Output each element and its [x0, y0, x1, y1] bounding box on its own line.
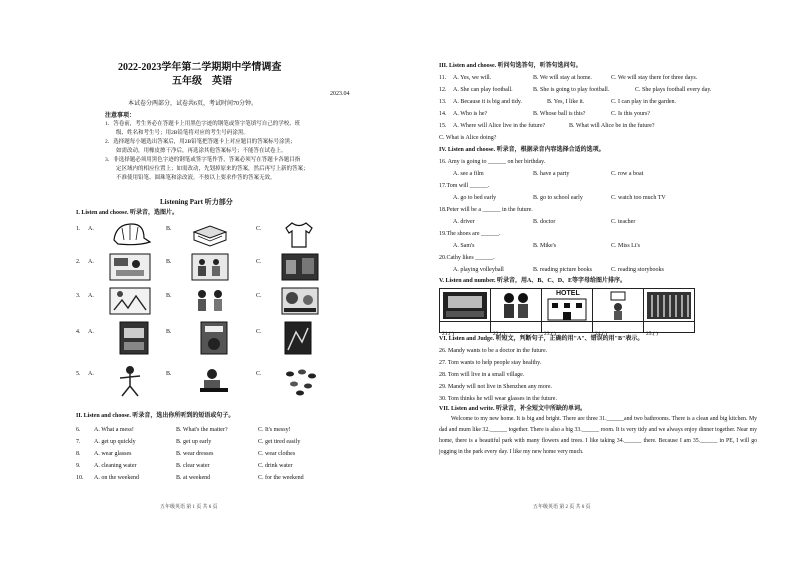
option-label: A. — [88, 259, 94, 265]
answer-cell — [541, 321, 593, 337]
family-scene-icon — [190, 252, 230, 282]
exam-date: 2023.04 — [330, 91, 350, 97]
option-b: B. Whose ball is this? — [533, 111, 586, 117]
option-c: C. wear clothes — [258, 451, 296, 457]
note-line: 如需改动，用橡皮擦干净后，再选涂其他答案标号；不能答在试卷上。 — [116, 148, 287, 154]
option-b: B. What will Alice be in the future? — [569, 123, 655, 129]
cloze-passage: Welcome to my new home. It is big and bright. There are three 31.______and two bathrooms. There is a clean and big kitchen. My dad and mum like 32.______ together. There is also a big 33.______ room. It is very tidy and we always enjoy dinner together. Near my home, there is a beautiful park with many flowers and trees. I like taking 34.______ there. Because I am 35.______ in PE, I will go jogging in the park every day. I like my new home very much. — [439, 416, 757, 455]
question-number: 8. — [76, 451, 81, 457]
option-label: C. — [256, 259, 262, 265]
folded-clothes-icon — [190, 222, 230, 250]
option-c: C. drink water — [258, 463, 293, 469]
note-line: 不准使用铅笔、圆珠笔和涂改液。不按以上要求作答的答案无效。 — [116, 175, 276, 181]
messy-room-icon — [108, 286, 152, 316]
option-c: C. Is this yours? — [611, 111, 650, 117]
option-c: C. get tired easily — [258, 439, 301, 445]
option-c: C. Miss Li's — [611, 243, 640, 249]
option-b: B. She is going to play football. — [533, 87, 610, 93]
question-number: 11. — [439, 75, 447, 81]
option-b: B. go to school early — [533, 195, 583, 201]
statement: 28. Tom will live in a small village. — [439, 372, 525, 378]
option-a: A. Yes, we will. — [453, 75, 492, 81]
option-c: C. watch too much TV — [611, 195, 666, 201]
note-line: 1．答卷前，考生务必在答题卡上用黑色字迹的钢笔或签字笔填写自己的学校、班 — [105, 121, 301, 127]
cap-icon — [108, 220, 152, 250]
sea-creatures-icon — [282, 366, 320, 398]
section-heading: IV. Listen and choose. 听录音，根据录音内容选择合适的选项。 — [439, 147, 605, 153]
option-c: C. She plays football every day. — [635, 87, 712, 93]
park-scene-icon — [280, 286, 320, 316]
section-heading: VII. Listen and write. 听录音，补全短文中所缺的单词。 — [439, 406, 587, 412]
option-label: C. — [256, 329, 262, 335]
option-label: B. — [166, 371, 172, 377]
picture-cell — [541, 288, 593, 323]
option-a: A. go to bed early — [453, 195, 497, 201]
option-label: A. — [88, 329, 94, 335]
exam-subtitle: 五年级 英语 — [172, 76, 232, 87]
section-heading: VI. Listen and Judge. 听短文，判断句子，正确的用"A"、错误的用"B"表示。 — [439, 336, 644, 342]
children-playing-icon — [190, 286, 230, 316]
statement: 26. Mandy wants to be a doctor in the future. — [439, 348, 548, 354]
option-b: B. at weekend — [176, 475, 211, 481]
basketball-icon — [593, 289, 643, 322]
option-a: A. Who is he? — [453, 111, 488, 117]
option-c: C. reading storybooks — [611, 267, 664, 273]
poster-icon — [282, 320, 314, 356]
option-a: A. Because it is big and tidy. — [453, 99, 522, 105]
option-c: C. I can play in the garden. — [611, 99, 676, 105]
option-b: B. have a party — [533, 171, 570, 177]
question-stem: 19.The shoes are ______. — [439, 231, 501, 237]
option-c: C. for the weekend — [258, 475, 304, 481]
option-b: B. wear dresses — [176, 451, 214, 457]
question-number: 12. — [439, 87, 447, 93]
option-label: A. — [88, 226, 94, 232]
exam-title: 2022-2023学年第二学期期中学情调查 — [118, 62, 282, 73]
question-number: 14. — [439, 111, 447, 117]
option-b: B. reading picture books — [533, 267, 592, 273]
option-c: C. row a boat — [611, 171, 644, 177]
option-b: B. doctor — [533, 219, 556, 225]
question-number: 10. — [76, 475, 84, 481]
option-c: C. What is Alice doing? — [439, 135, 497, 141]
option-a: A. She can play football. — [453, 87, 513, 93]
section-heading: I. Listen and choose. 听录音，选图片。 — [76, 210, 179, 216]
picture-cell — [490, 288, 542, 323]
option-a: A. Sam's — [453, 243, 475, 249]
question-number: 13. — [439, 99, 447, 105]
option-b: B. What's the matter? — [176, 427, 228, 433]
note-line: 3．非选择题必须用黑色字迹的钢笔或签字笔作答，答案必须写在答题卡各题目指 — [105, 157, 301, 163]
option-a: A. Where will Alice live in the future? — [453, 123, 546, 129]
page-footer: 五年级英语 第 2 页 共 6 页 — [533, 505, 591, 510]
question-number: 5. — [76, 371, 81, 377]
answer-cell — [490, 321, 542, 337]
answer-cell — [592, 321, 644, 337]
question-stem: 18.Peter will be a ______ in the future. — [439, 207, 533, 213]
right-page — [397, 0, 794, 561]
option-b: B. clear water — [176, 463, 210, 469]
statement: 30. Tom thinks he will wear glasses in the future. — [439, 396, 557, 402]
option-label: B. — [166, 329, 172, 335]
classroom-scene-icon — [108, 252, 152, 282]
section-heading: II. Listen and choose. 听录音，选出你所听到的短语或句子。 — [76, 413, 235, 419]
picture-cell — [643, 288, 695, 323]
street-scene-icon — [280, 252, 320, 282]
option-a: A. see a film — [453, 171, 484, 177]
option-label: B. — [166, 259, 172, 265]
boy-at-desk-icon — [196, 366, 232, 398]
note-line: 定区域内的相应位置上；如需改动，先划掉原来的答案，然后再写上新的答案； — [116, 166, 309, 172]
option-label: B. — [166, 226, 172, 232]
option-a: A. playing volleyball — [453, 267, 504, 273]
two-children-icon — [491, 289, 541, 322]
option-a: A. wear glasses — [94, 451, 132, 457]
picture-cell — [592, 288, 644, 323]
option-a: A. get up quickly — [94, 439, 136, 445]
notes-heading: 注意事项： — [105, 113, 136, 119]
section-heading: V. Listen and number. 听录音，用A、B、C、D、E等字母给图片排序。 — [439, 278, 627, 284]
answer-slot-23: 23.( ) — [544, 331, 556, 337]
note-line: 2．选择题每小题选出答案后，用2B铅笔把答题卡上对应题目的答案标号涂黑； — [105, 139, 296, 145]
page-footer: 五年级英语 第 1 页 共 6 页 — [160, 505, 218, 510]
option-a: A. driver — [453, 219, 475, 225]
exam-intro: 本试卷分两部分，试卷共6页，考试时间70分钟。 — [128, 101, 258, 107]
question-number: 4. — [76, 329, 81, 335]
option-label: A. — [88, 293, 94, 299]
option-a: A. cleaning water — [94, 463, 137, 469]
question-number: 3. — [76, 293, 81, 299]
question-stem: 17.Tom will ______. — [439, 183, 490, 189]
option-a: A. What a mess! — [94, 427, 134, 433]
answer-slot-24: 24.( ) — [595, 331, 607, 337]
option-b: B. get up early — [176, 439, 212, 445]
option-label: B. — [166, 293, 172, 299]
statement: 27. Tom wants to help people stay healthy. — [439, 360, 542, 366]
book-cover-icon — [116, 320, 152, 356]
question-stem: 20.Cathy likes ______. — [439, 255, 495, 261]
part-heading: Listening Part 听力部分 — [160, 198, 233, 206]
answer-slot-25: 25.( ) — [646, 331, 658, 337]
option-label: C. — [256, 226, 262, 232]
question-stem: 16. Amy is going to ______ on her birthday. — [439, 159, 546, 165]
hotel-sign: HOTEL — [556, 290, 580, 297]
question-number: 9. — [76, 463, 81, 469]
question-number: 15. — [439, 123, 447, 129]
question-number: 6. — [76, 427, 81, 433]
option-label: C. — [256, 293, 262, 299]
option-b: B. We will stay at home. — [533, 75, 592, 81]
answer-slot-22: 22.( ) — [493, 331, 505, 337]
option-c: C. We will stay there for three days. — [611, 75, 698, 81]
option-c: C. It's messy! — [258, 427, 291, 433]
note-line: 级、姓名和考生号；用2B铅笔将对应的考生号码涂黑。 — [116, 130, 249, 136]
option-b: B. Mike's — [533, 243, 557, 249]
tshirt-icon — [282, 220, 316, 250]
wardrobe-icon — [644, 289, 694, 322]
answer-cell — [643, 321, 695, 337]
option-c: C. teacher — [611, 219, 636, 225]
option-label: C. — [256, 371, 262, 377]
cinema-icon — [440, 289, 490, 322]
picture-cell — [439, 288, 491, 323]
answer-slot-21: 21.( ) — [442, 331, 454, 337]
statement: 29. Mandy will not live in Shenzhen any more. — [439, 384, 552, 390]
option-label: A. — [88, 371, 94, 377]
magazine-icon — [198, 320, 230, 356]
girl-dancing-icon — [112, 364, 148, 398]
section-heading: III. Listen and choose. 听问句选答句，听答句选问句。 — [439, 63, 582, 69]
question-number: 2. — [76, 259, 81, 265]
question-number: 1. — [76, 226, 81, 232]
option-a: A. on the weekend — [94, 475, 139, 481]
question-number: 7. — [76, 439, 81, 445]
answer-cell — [439, 321, 491, 337]
option-b: B. Yes, I like it. — [547, 99, 585, 105]
